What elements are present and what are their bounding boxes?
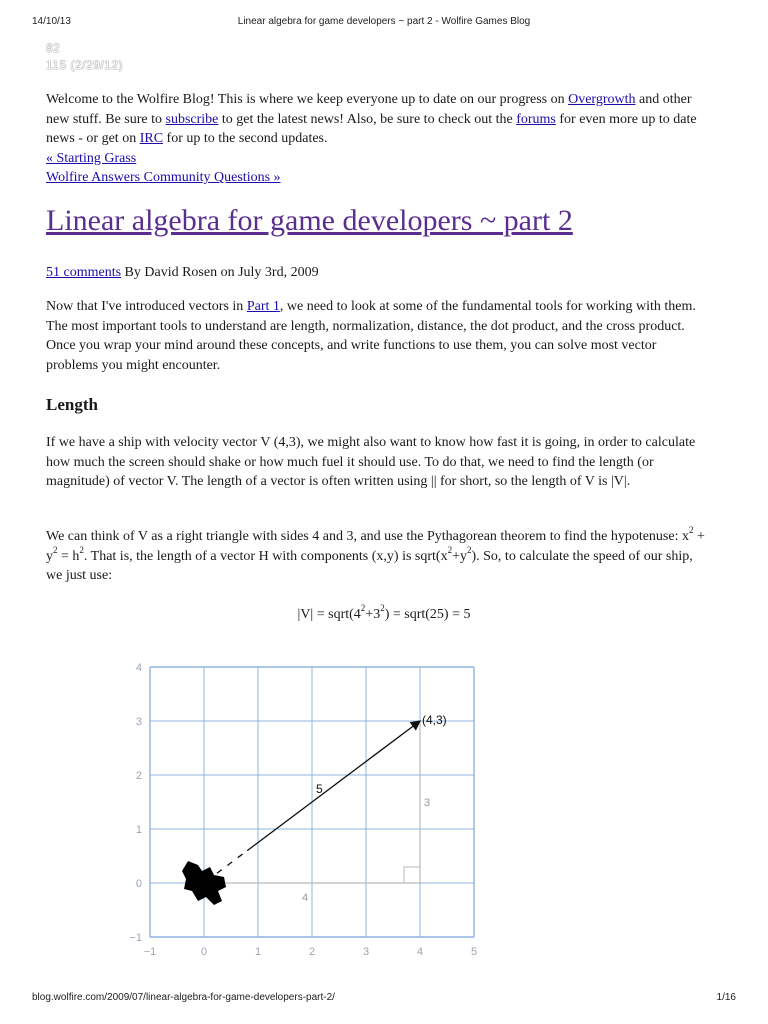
intro-body-paragraph: Now that I've introduced vectors in Part 1, we need to look at some of the fundamental tools for working with them. The most important tools to understand are length, normalization, distance, the dot product, and the cross product. Once you wrap your mind around these concepts, and write functions to use them, you can solve most vector problems you might encounter.: [46, 299, 696, 373]
x-tick-label: 3: [362, 946, 370, 958]
horizontal-leg-label: 4: [302, 892, 309, 904]
vector-dashed-segment: [217, 851, 247, 874]
post-title-link[interactable]: Linear algebra for game developers ~ part 2: [46, 204, 573, 237]
byline-text: By David Rosen on July 3rd, 2009: [121, 265, 319, 280]
y-tick-label: 1: [135, 824, 142, 836]
intro-paragraph: Welcome to the Wolfire Blog! This is where we keep everyone up to date on our progress on Overgrowth and other new stuff. Be sure to subscribe to get the latest news! Also, be sure to check out the forums for even more up to date news - or get on IRC for up to the second updates.: [46, 92, 697, 146]
part1-link[interactable]: Part 1: [246, 299, 280, 314]
irc-link[interactable]: IRC: [139, 131, 164, 146]
y-tick-label: −1: [129, 932, 142, 944]
point-label: (4,3): [422, 713, 447, 727]
x-tick-label: 1: [254, 946, 262, 958]
hypotenuse-label: 5: [316, 782, 323, 796]
length-paragraph: If we have a ship with velocity vector V (4,3), we might also want to know how fast it is going, in order to calculate how much the screen should shake or how much fuel it should use. To do that, we need to find the length (or magnitude) of vector V. The length of a vector is often written using || for short, so the length of V is |V|.: [46, 435, 696, 489]
post-title: [46, 201, 573, 241]
print-date: 14/10/13: [32, 16, 71, 27]
ghost-count: 82: [46, 41, 61, 55]
x-tick-label: 0: [200, 946, 208, 958]
x-tick-label: 4: [416, 946, 424, 958]
print-header: [0, 16, 768, 30]
length-formula: $|V| = sqrt(4^2+3^2)$ = sqrt(25) = 5: [297, 603, 471, 622]
right-angle-marker: [404, 867, 420, 883]
blog-intro: [46, 90, 708, 188]
diagram-ticks: [129, 662, 477, 958]
diagram-overlay: [182, 713, 447, 905]
forums-link[interactable]: forums: [516, 111, 556, 127]
y-tick-label: 0: [135, 878, 142, 890]
y-tick-label: 4: [135, 662, 142, 674]
print-url: blog.wolfire.com/2009/07/linear-algebra-for-game-developers-part-2/: [32, 992, 335, 1003]
next-post-link[interactable]: Wolfire Answers Community Questions »: [46, 170, 281, 185]
print-page-number: 1/16: [716, 992, 736, 1003]
subscribe-link[interactable]: subscribe: [165, 111, 219, 127]
overgrowth-link[interactable]: Overgrowth: [568, 92, 636, 107]
print-page-title: Linear algebra for game developers ~ part 2 - Wolfire Games Blog: [237, 16, 531, 27]
post-byline: [46, 263, 708, 283]
y-tick-label: 3: [135, 716, 142, 728]
ghost-count-date: 115 (2/29/12): [46, 58, 123, 72]
y-tick-label: 2: [135, 770, 142, 782]
vector-diagram: [120, 655, 490, 958]
comments-link[interactable]: 51 comments: [46, 265, 122, 280]
prev-post-link[interactable]: « Starting Grass: [46, 150, 137, 166]
x-tick-label: −1: [143, 946, 157, 958]
vector-v-arrow: [247, 721, 420, 851]
x-tick-label: 5: [470, 946, 478, 958]
vertical-leg-label: 3: [424, 797, 431, 809]
pythagoras-paragraph: We can think of V as a right triangle with sides 4 and 3, and use the Pythagorean theorem to find the hypotenuse: $x^2 + y^2 = h^2$. That is, the length of a vector H with components (x,y) is $sqrt(x^2+y^2)$. So, to calculate the speed of our ship, we just use:: [46, 525, 705, 583]
x-tick-label: 2: [308, 946, 316, 958]
print-footer: [0, 992, 768, 1006]
section-heading-length: Length: [46, 395, 98, 414]
